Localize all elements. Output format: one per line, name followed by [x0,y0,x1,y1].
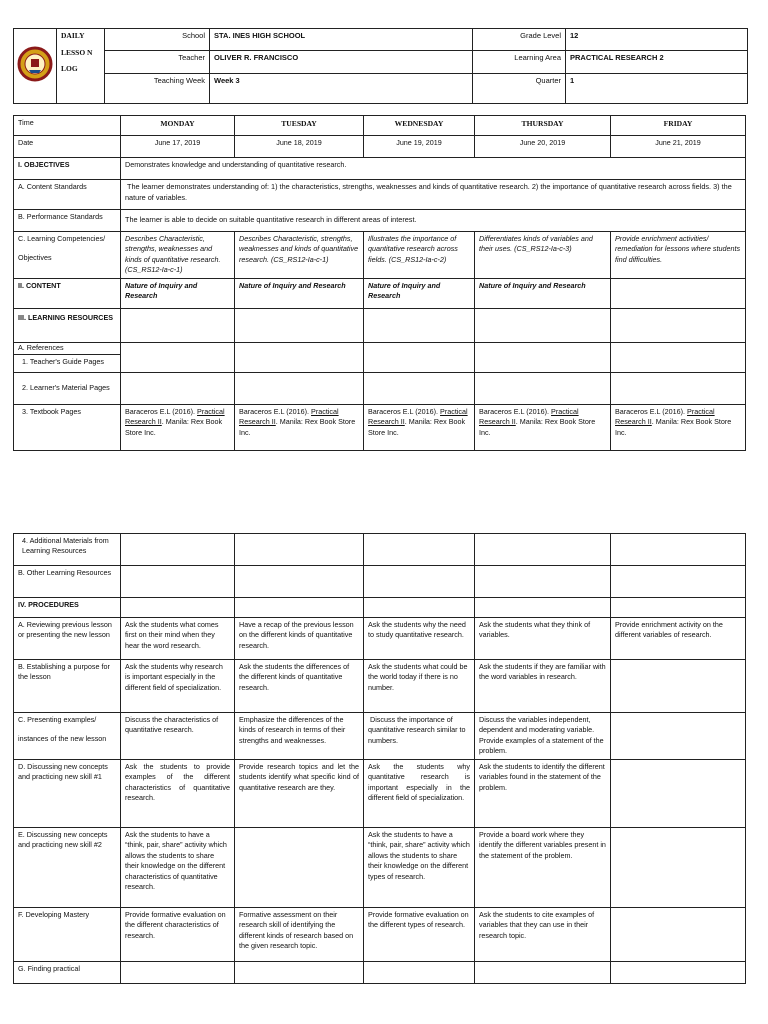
examples-tuesday: Emphasize the differences of the kinds of research in terms of their strengths and weaknesses. [235,713,364,760]
empty-cell [235,598,364,618]
review-friday: Provide enrichment activity on the different variables of research. [611,618,746,660]
content-standards-label: A. Content Standards [14,180,121,210]
empty-cell [611,566,746,598]
objectives-text: Demonstrates knowledge and understanding of quantitative research. [121,158,746,180]
purpose-friday [611,660,746,713]
citation-title: Practical Research II [125,407,225,427]
empty-cell [121,961,235,983]
purpose-monday: Ask the students why research is important especially in the different field of specialization. [121,660,235,713]
empty-cell [475,566,611,598]
empty-cell [235,309,364,343]
empty-cell [364,566,475,598]
content-monday: Nature of Inquiry and Research [121,279,235,309]
title-line-lesson: LESSO N [61,48,93,58]
objectives-label: I. OBJECTIVES [14,158,121,180]
examples-wednesday: Discuss the importance of quantitative research similar to numbers. [364,713,475,760]
empty-cell [121,343,235,373]
learning-resources-label: III. LEARNING RESOURCES [14,309,121,343]
empty-cell [235,961,364,983]
day-tuesday: TUESDAY [235,116,364,136]
citation-author: Baraceros E.L (2016). [125,407,198,416]
presenting-examples-label [14,713,121,760]
lesson-plan-table-part-2 [13,533,746,984]
content-thursday: Nature of Inquiry and Research [475,279,611,309]
competencies-label-line-2: Objectives [18,253,52,263]
empty-cell [475,961,611,983]
citation-publisher: . Manila: Rex Book Store Inc. [125,417,223,437]
review-thursday: Ask the students what they think of variables. [475,618,611,660]
quarter-value: 1 [566,73,748,103]
skill2-friday [611,827,746,907]
skill2-wednesday: Ask the students to have a “think, pair, share” activity which allows the students to share their knowledge on the different types of research. [364,827,475,907]
skill2-thursday: Provide a board work where they identify the different variables present in the statement of the problem. [475,827,611,907]
empty-cell [611,598,746,618]
empty-cell [235,566,364,598]
citation-author: Baraceros E.L (2016). [368,407,441,416]
empty-cell [364,534,475,566]
skill1-wednesday: Ask the students why quantitative research is important especially in the different field of specialization. [364,759,475,827]
purpose-thursday: Ask the students if they are familiar with the word variables in research. [475,660,611,713]
citation-publisher: . Manila: Rex Book Store Inc. [239,417,356,437]
textbook-citation-wednesday [364,405,475,451]
school-logo-cell [14,29,57,104]
textbook-citation-monday [121,405,235,451]
time-label: Time [14,116,121,136]
empty-cell [364,309,475,343]
empty-cell [364,961,475,983]
content-standards-text: The learner demonstrates understanding of: 1) the characteristics, strengths, weaknesses and kinds of quantitative research. 2) the importance of quantitative research across fields. 3) the nature of variables. [121,180,746,210]
performance-standards-label: B. Performance Standards [14,210,121,232]
competencies-label-line-1: C. Learning Competencies/ [18,234,106,243]
learners-material-label: 2. Learner's Material Pages [14,373,121,405]
skill1-thursday: Ask the students to identify the different variables found in the statement of the problem. [475,759,611,827]
citation-publisher: . Manila: Rex Book Store Inc. [615,417,732,437]
competency-tuesday: Describes Characteristic, strengths, weaknesses and kinds of quantitative research. (CS_RS12-Ia-c-1) [235,232,364,279]
citation-author: Baraceros E.L (2016). [615,407,688,416]
empty-cell [121,566,235,598]
empty-cell [364,373,475,405]
empty-cell [475,534,611,566]
empty-cell [235,373,364,405]
competency-thursday: Differentiates kinds of variables and their uses. (CS_RS12-Ia-c-3) [475,232,611,279]
citation-title: Practical Research II [239,407,339,427]
textbook-pages-label: 3. Textbook Pages [14,405,121,451]
competency-monday: Describes Characteristic, strengths, weaknesses and kinds of quantitative research. (CS_RS12-Ia-c-1) [121,232,235,279]
header-table [13,28,748,104]
skill2-tuesday [235,827,364,907]
textbook-citation-tuesday [235,405,364,451]
purpose-tuesday: Ask the students the differences of the different kinds of quantitative research. [235,660,364,713]
area-value: PRACTICAL RESEARCH 2 [566,51,748,73]
day-thursday: THURSDAY [475,116,611,136]
textbook-citation-friday [611,405,746,451]
empty-cell [121,598,235,618]
day-wednesday: WEDNESDAY [364,116,475,136]
review-wednesday: Ask the students why the need to study quantitative research. [364,618,475,660]
purpose-wednesday: Ask the students what could be the world today if there is no number. [364,660,475,713]
review-tuesday: Have a recap of the previous lesson on the different kinds of quantitative research. [235,618,364,660]
textbook-citation-thursday [475,405,611,451]
skill2-monday: Ask the students to have a “think, pair, share” activity which allows the students to share their knowledge on the different characteristics of quantitative research. [121,827,235,907]
citation-title: Practical Research II [479,407,579,427]
lesson-plan-table-part-1 [13,115,746,451]
day-friday: FRIDAY [611,116,746,136]
date-friday: June 21, 2019 [611,136,746,158]
skill1-monday: Ask the students to provide examples of the different characteristics of quantitative research. [121,759,235,827]
examples-monday: Discuss the characteristics of quantitative research. [121,713,235,760]
quarter-label: Quarter [473,73,566,103]
date-monday: June 17, 2019 [121,136,235,158]
performance-standards-text: The learner is able to decide on suitable quantitative research in different areas of interest. [121,210,746,232]
date-label: Date [14,136,121,158]
citation-title: Practical Research II [615,407,715,427]
empty-cell [121,309,235,343]
citation-author: Baraceros E.L (2016). [239,407,312,416]
empty-cell [611,309,746,343]
day-monday: MONDAY [121,116,235,136]
additional-materials-label: 4. Additional Materials from Learning Resources [14,534,121,566]
teacher-value: OLIVER R. FRANCISCO [210,51,473,73]
mastery-tuesday: Formative assessment on their research skill of identifying the different kinds of research based on the given research topic. [235,907,364,961]
developing-mastery-label: F. Developing Mastery [14,907,121,961]
content-label: II. CONTENT [14,279,121,309]
new-skill-2-label: E. Discussing new concepts and practicing new skill #2 [14,827,121,907]
examples-friday [611,713,746,760]
empty-cell [611,373,746,405]
other-resources-label: B. Other Learning Resources [14,566,121,598]
purpose-label: B. Establishing a purpose for the lesson [14,660,121,713]
new-skill-1-label: D. Discussing new concepts and practicing new skill #1 [14,759,121,827]
skill1-tuesday: Provide research topics and let the students identify what specific kind of quantitative research are they. [235,759,364,827]
empty-cell [611,343,746,373]
review-monday: Ask the students what comes first on their mind when they hear the word research. [121,618,235,660]
mastery-friday [611,907,746,961]
date-thursday: June 20, 2019 [475,136,611,158]
finding-practical-label: G. Finding practical [14,961,121,983]
week-label: Teaching Week [105,73,210,103]
citation-publisher: . Manila: Rex Book Store Inc. [368,417,466,437]
empty-cell [475,598,611,618]
content-wednesday: Nature of Inquiry and Research [364,279,475,309]
date-tuesday: June 18, 2019 [235,136,364,158]
school-label: School [105,29,210,51]
school-seal-icon [17,43,53,85]
empty-cell [611,534,746,566]
empty-cell [475,309,611,343]
empty-cell [121,373,235,405]
competencies-label [14,232,121,279]
title-line-daily: DAILY [61,31,85,40]
grade-value: 12 [566,29,748,51]
week-value: Week 3 [210,73,473,103]
content-friday [611,279,746,309]
school-value: STA. INES HIGH SCHOOL [210,29,473,51]
skill1-friday [611,759,746,827]
teacher-label: Teacher [105,51,210,73]
presenting-examples-line-1: C. Presenting examples/ [18,715,97,724]
date-wednesday: June 19, 2019 [364,136,475,158]
citation-title: Practical Research II [368,407,468,427]
empty-cell [235,343,364,373]
presenting-examples-line-2: instances of the new lesson [18,734,107,744]
empty-cell [364,598,475,618]
title-line-log: LOG [61,63,78,73]
area-label: Learning Area [473,51,566,73]
empty-cell [475,343,611,373]
citation-publisher: . Manila: Rex Book Store Inc. [479,417,596,437]
empty-cell [235,534,364,566]
mastery-monday: Provide formative evaluation on the different characteristics of research. [121,907,235,961]
examples-thursday: Discuss the variables independent, dependent and moderating variable. Provide examples of a statement of the problem. [475,713,611,760]
content-tuesday: Nature of Inquiry and Research [235,279,364,309]
daily-lesson-log-title [57,29,105,104]
references-label: A. References [14,343,121,355]
citation-author: Baraceros E.L (2016). [479,407,552,416]
teachers-guide-label: 1. Teacher's Guide Pages [14,355,121,373]
mastery-wednesday: Provide formative evaluation on the different types of research. [364,907,475,961]
empty-cell [121,534,235,566]
empty-cell [611,961,746,983]
competency-friday: Provide enrichment activities/ remediation for lessons where students find difficulties. [611,232,746,279]
empty-cell [475,373,611,405]
competency-wednesday: Illustrates the importance of quantitative research across fields. (CS_RS12-Ia-c-2) [364,232,475,279]
empty-cell [364,343,475,373]
mastery-thursday: Ask the students to cite examples of variables that they can use in their research topic. [475,907,611,961]
grade-label: Grade Level [473,29,566,51]
procedures-label: IV. PROCEDURES [14,598,121,618]
reviewing-lesson-label: A. Reviewing previous lesson or presenting the new lesson [14,618,121,660]
